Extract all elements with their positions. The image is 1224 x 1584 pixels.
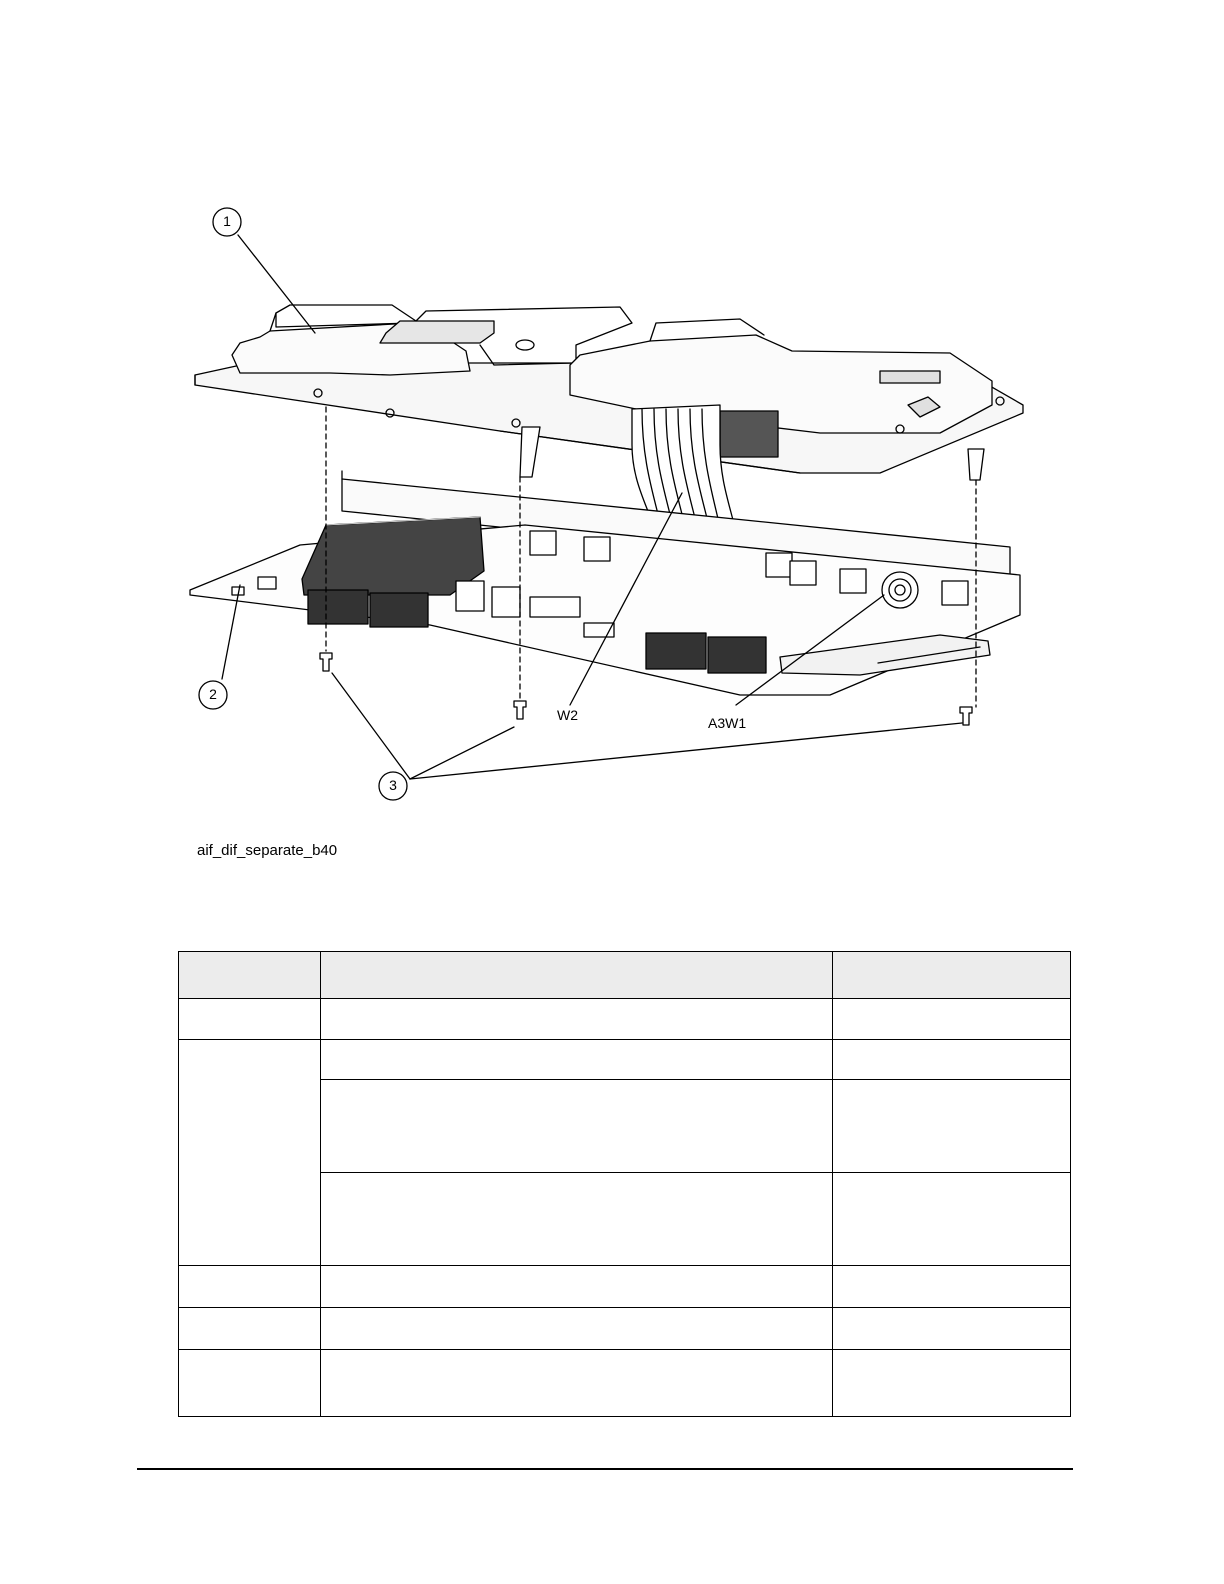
table-cell bbox=[321, 1040, 833, 1080]
table-cell bbox=[321, 1080, 833, 1173]
parts-table bbox=[178, 951, 1071, 1417]
table-cell bbox=[833, 1350, 1071, 1417]
callout-3-label: 3 bbox=[389, 777, 397, 793]
callout-a3w1-label: A3W1 bbox=[708, 715, 747, 731]
table-cell bbox=[321, 1308, 833, 1350]
table-header-cell bbox=[833, 952, 1071, 999]
table-cell bbox=[833, 1040, 1071, 1080]
table-cell bbox=[321, 1173, 833, 1266]
table-cell bbox=[833, 1173, 1071, 1266]
table-cell bbox=[321, 1266, 833, 1308]
table-cell bbox=[179, 1308, 321, 1350]
table-cell bbox=[833, 1266, 1071, 1308]
table-header-cell bbox=[179, 952, 321, 999]
assembly-illustration bbox=[180, 195, 1040, 815]
table-cell bbox=[179, 1350, 321, 1417]
table-cell bbox=[321, 999, 833, 1040]
figure-caption: aif_dif_separate_b40 bbox=[197, 842, 338, 859]
table-cell bbox=[833, 1308, 1071, 1350]
callout-1-label: 1 bbox=[223, 213, 231, 229]
table-cell bbox=[321, 1350, 833, 1417]
table-row bbox=[179, 1040, 1071, 1080]
footer-rule bbox=[137, 1468, 1073, 1470]
callout-2-label: 2 bbox=[209, 686, 217, 702]
table-header-cell bbox=[321, 952, 833, 999]
top-assembly bbox=[195, 305, 1023, 480]
table-row bbox=[179, 1266, 1071, 1308]
table-row bbox=[179, 1308, 1071, 1350]
table-row bbox=[179, 999, 1071, 1040]
table-cell bbox=[833, 1080, 1071, 1173]
table-row bbox=[179, 1350, 1071, 1417]
bottom-board bbox=[190, 471, 1020, 695]
table-cell bbox=[179, 1040, 321, 1266]
table-cell bbox=[179, 1266, 321, 1308]
table-header-row bbox=[179, 952, 1071, 999]
callout-w2-label: W2 bbox=[557, 707, 578, 723]
table-cell bbox=[179, 999, 321, 1040]
table-cell bbox=[833, 999, 1071, 1040]
